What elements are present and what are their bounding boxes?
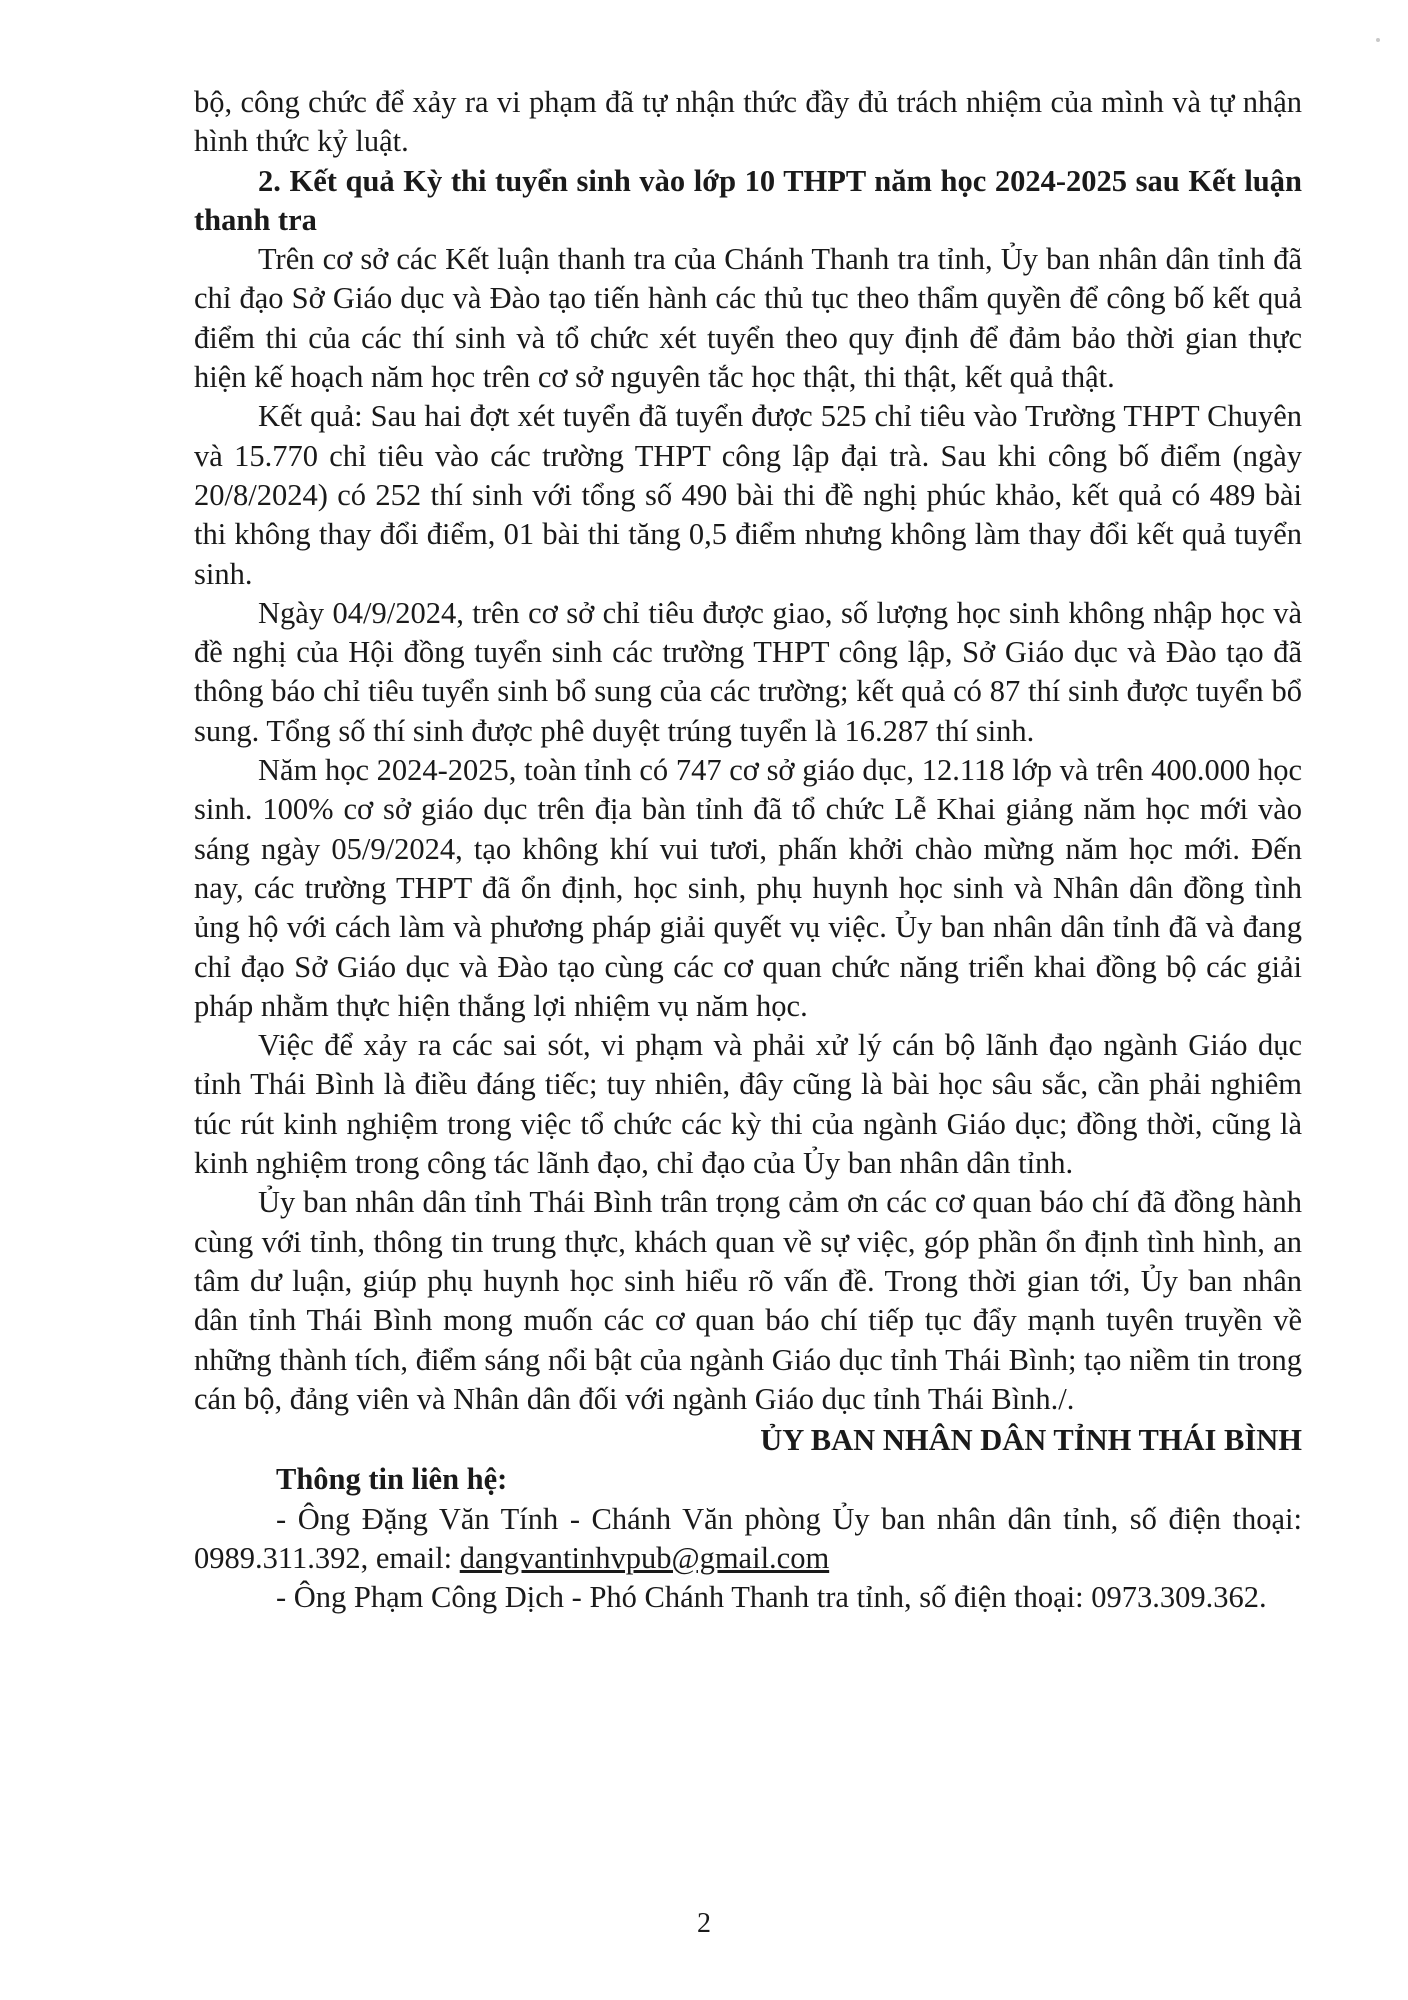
paragraph: Kết quả: Sau hai đợt xét tuyển đã tuyển được 525 chỉ tiêu vào Trường THPT Chuyên và 15.770 chỉ tiêu vào các trường THPT công lập đại trà. Sau khi công bố điểm (ngày 20/8/2024) có 252 thí sinh với tổng số 490 bài thi đề nghị phúc khảo, kết quả có 489 bài thi không thay đổi điểm, 01 bài thi tăng 0,5 điểm nhưng không làm thay đổi kết quả tuyển sinh.	[194, 399, 1302, 591]
paragraph: Việc để xảy ra các sai sót, vi phạm và phải xử lý cán bộ lãnh đạo ngành Giáo dục tỉnh Thái Bình là điều đáng tiếc; tuy nhiên, đây cũng là bài học sâu sắc, cần phải nghiêm túc rút kinh nghiệm trong việc tổ chức các kỳ thi của ngành Giáo dục; đồng thời, cũng là kinh nghiệm trong công tác lãnh đạo, chỉ đạo của Ủy ban nhân dân tỉnh.	[194, 1028, 1302, 1181]
document-body	[194, 83, 1302, 1618]
email-link[interactable]: dangvantinhvpub@gmail.com	[459, 1540, 830, 1575]
scan-artifact	[1376, 38, 1380, 42]
paragraph: Ngày 04/9/2024, trên cơ sở chỉ tiêu được giao, số lượng học sinh không nhập học và đề nghị của Hội đồng tuyển sinh các trường THPT công lập, Sở Giáo dục và Đào tạo đã thông báo chỉ tiêu tuyển sinh bổ sung của các trường; kết quả có 87 thí sinh được tuyển bổ sung. Tổng số thí sinh được phê duyệt trúng tuyển là 16.287 thí sinh.	[194, 595, 1302, 748]
paragraph: Ủy ban nhân dân tỉnh Thái Bình trân trọng cảm ơn các cơ quan báo chí đã đồng hành cùng với tỉnh, thông tin trung thực, khách quan về sự việc, góp phần ổn định tình hình, an tâm dư luận, giúp phụ huynh học sinh hiểu rõ vấn đề. Trong thời gian tới, Ủy ban nhân dân tỉnh Thái Bình mong muốn các cơ quan báo chí tiếp tục đẩy mạnh tuyên truyền về những thành tích, điểm sáng nổi bật của ngành Giáo dục tỉnh Thái Bình; tạo niềm tin trong cán bộ, đảng viên và Nhân dân đối với ngành Giáo dục tỉnh Thái Bình./.	[194, 1185, 1302, 1416]
contact-text: - Ông Đặng Văn Tính - Chánh Văn phòng Ủy ban nhân dân tỉnh, số điện thoại: 0989.311.392, email:	[194, 1501, 1302, 1575]
contact-item: - Ông Phạm Công Dịch - Phó Chánh Thanh tra tỉnh, số điện thoại: 0973.309.362.	[276, 1580, 1267, 1615]
paragraph-opening: bộ, công chức để xảy ra vi phạm đã tự nhận thức đầy đủ trách nhiệm của mình và tự nhận hình thức kỷ luật.	[194, 85, 1302, 159]
page-number: 2	[697, 1908, 711, 1939]
contact-heading: Thông tin liên hệ:	[276, 1462, 508, 1497]
paragraph: Trên cơ sở các Kết luận thanh tra của Chánh Thanh tra tỉnh, Ủy ban nhân dân tỉnh đã chỉ đạo Sở Giáo dục và Đào tạo tiến hành các thủ tục theo thẩm quyền để công bố kết quả điểm thi của các thí sinh và tổ chức xét tuyển theo quy định để đảm bảo thời gian thực hiện kế hoạch năm học trên cơ sở nguyên tắc học thật, thi thật, kết quả thật.	[194, 242, 1302, 395]
section-heading: 2. Kết quả Kỳ thi tuyển sinh vào lớp 10 THPT năm học 2024-2025 sau Kết luận thanh tra	[194, 163, 1302, 237]
contact-item	[194, 1500, 1302, 1579]
paragraph: Năm học 2024-2025, toàn tỉnh có 747 cơ sở giáo dục, 12.118 lớp và trên 400.000 học sinh. 100% cơ sở giáo dục trên địa bàn tỉnh đã tổ chức Lễ Khai giảng năm học mới vào sáng ngày 05/9/2024, tạo không khí vui tươi, phấn khởi chào mừng năm học mới. Đến nay, các trường THPT đã ổn định, học sinh, phụ huynh học sinh và Nhân dân đồng tình ủng hộ với cách làm và phương pháp giải quyết vụ việc. Ủy ban nhân dân tỉnh đã và đang chỉ đạo Sở Giáo dục và Đào tạo cùng các cơ quan chức năng triển khai đồng bộ các giải pháp nhằm thực hiện thắng lợi nhiệm vụ năm học.	[194, 753, 1302, 1023]
signature-block: ỦY BAN NHÂN DÂN TỈNH THÁI BÌNH	[760, 1423, 1302, 1458]
